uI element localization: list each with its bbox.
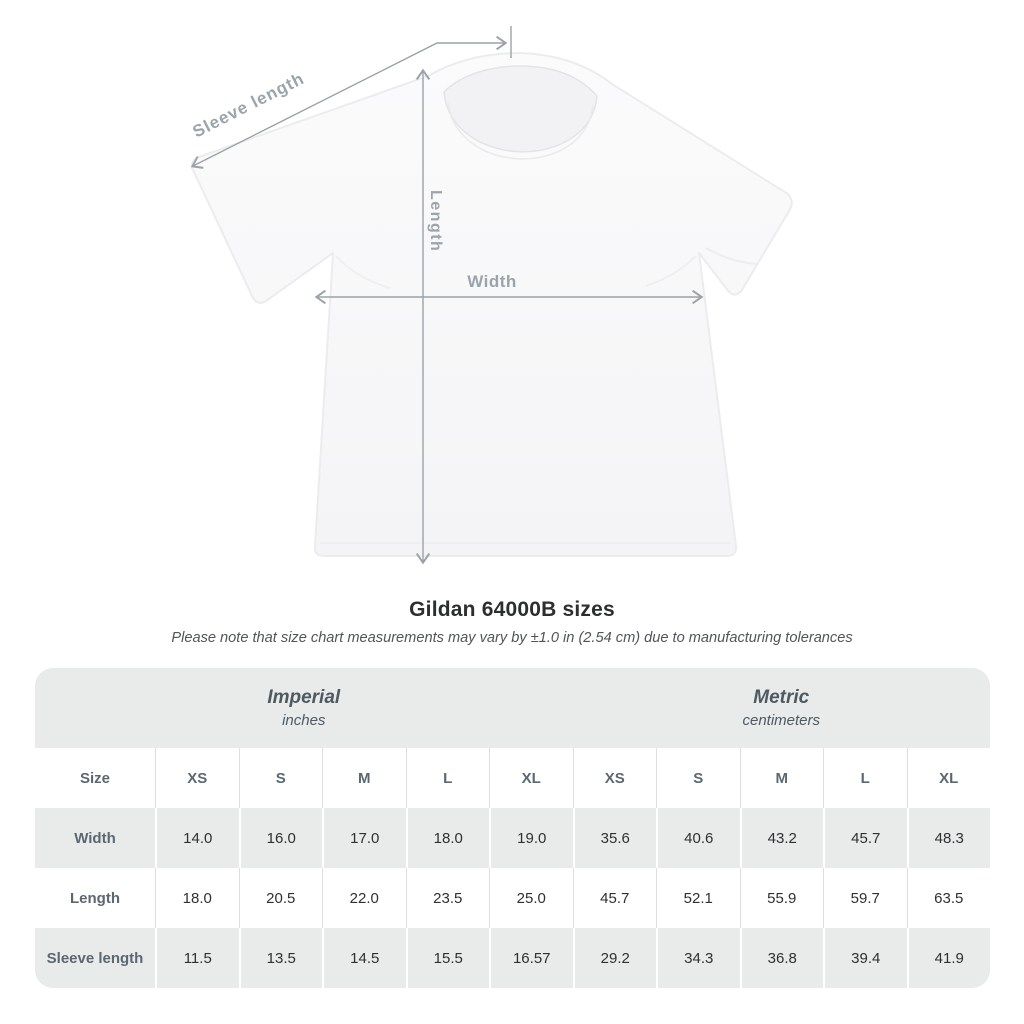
cell-value: 35.6 [573,808,657,868]
size-col-header: S [239,748,323,808]
cell-value: 18.0 [406,808,490,868]
cell-value: 40.6 [656,808,740,868]
cell-value: 25.0 [489,868,573,928]
size-header-cell: Size [35,748,155,808]
unit-group-unit: centimeters [742,712,821,729]
cell-value: 16.57 [489,928,573,988]
cell-value: 14.0 [155,808,239,868]
size-col-header: L [406,748,490,808]
page-subtitle: Please note that size chart measurements may vary by ±1.0 in (2.54 cm) due to manufacturing tolerances [171,630,853,646]
cell-value: 20.5 [239,868,323,928]
cell-value: 45.7 [573,868,657,928]
unit-group-name: Metric [753,687,810,708]
cell-value: 63.5 [907,868,991,928]
size-col-header: M [322,748,406,808]
length-label: Length [427,190,444,253]
unit-group-unit: inches [282,712,326,729]
cell-value: 52.1 [656,868,740,928]
size-col-header: XS [155,748,239,808]
width-label: Width [467,272,517,291]
table-header-imperial [35,668,573,748]
cell-value: 17.0 [322,808,406,868]
row-label: Sleeve length [35,928,155,988]
cell-value: 39.4 [823,928,907,988]
table-header-metric [573,668,991,748]
page-title: Gildan 64000B sizes [409,598,615,621]
row-label: Length [35,868,155,928]
cell-value: 55.9 [740,868,824,928]
unit-group-name: Imperial [267,687,341,708]
row-label: Width [35,808,155,868]
cell-value: 19.0 [489,808,573,868]
cell-value: 11.5 [155,928,239,988]
cell-value: 16.0 [239,808,323,868]
cell-value: 14.5 [322,928,406,988]
size-col-header: XS [573,748,657,808]
cell-value: 41.9 [907,928,991,988]
cell-value: 48.3 [907,808,991,868]
cell-value: 29.2 [573,928,657,988]
size-col-header: XL [907,748,991,808]
cell-value: 22.0 [322,868,406,928]
size-col-header: S [656,748,740,808]
cell-value: 59.7 [823,868,907,928]
sleeve-length-label: Sleeve length [189,68,308,142]
size-table [35,668,990,988]
size-col-header: L [823,748,907,808]
cell-value: 34.3 [656,928,740,988]
cell-value: 36.8 [740,928,824,988]
cell-value: 45.7 [823,808,907,868]
cell-value: 18.0 [155,868,239,928]
size-col-header: M [740,748,824,808]
cell-value: 43.2 [740,808,824,868]
cell-value: 13.5 [239,928,323,988]
cell-value: 23.5 [406,868,490,928]
size-col-header: XL [489,748,573,808]
cell-value: 15.5 [406,928,490,988]
